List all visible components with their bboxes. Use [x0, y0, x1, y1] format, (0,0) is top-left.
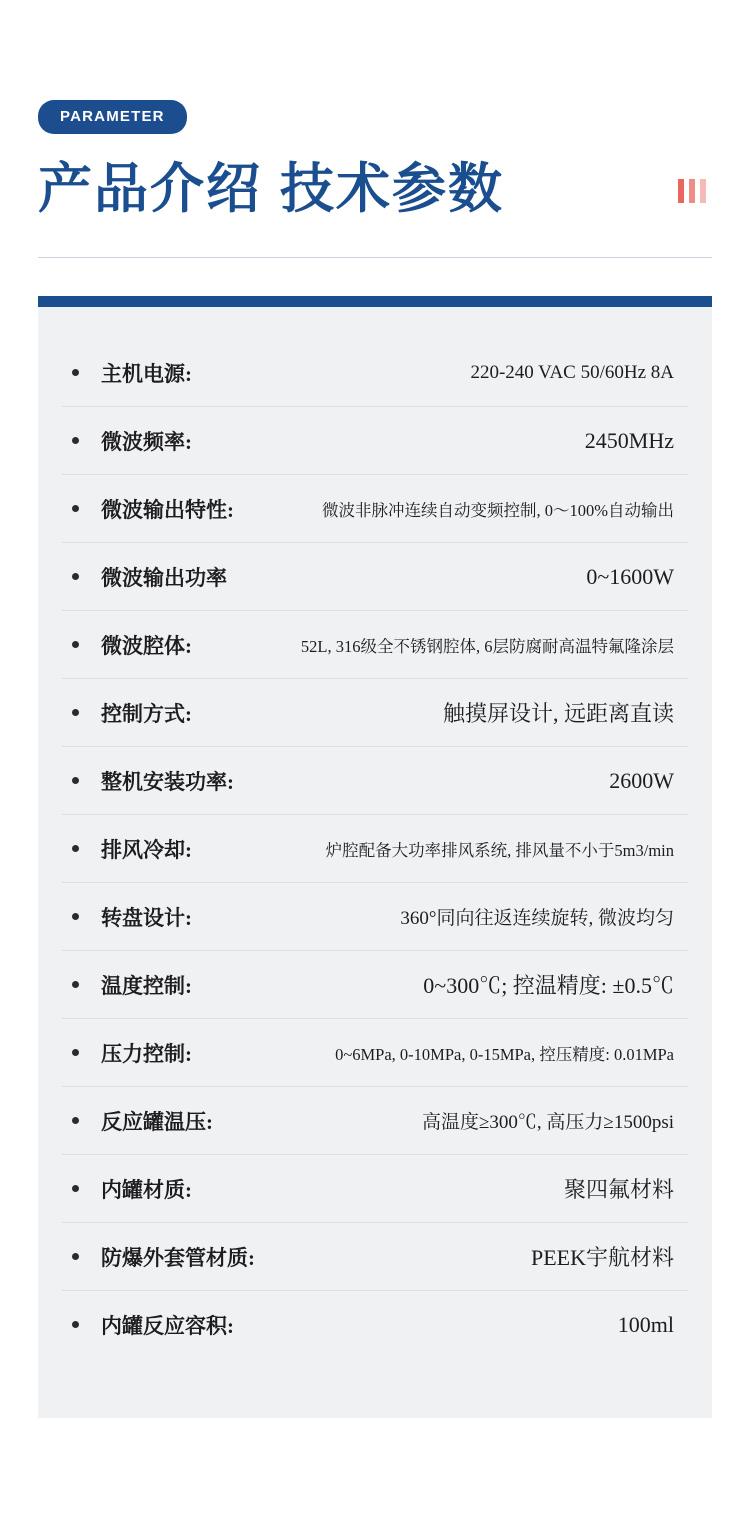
spec-value: 高温度≥300℃, 高压力≥1500psi: [421, 1112, 674, 1134]
bullet-icon: [72, 437, 79, 444]
spec-label: 微波输出特性:: [101, 497, 234, 522]
table-row: [62, 1019, 688, 1087]
bullet-icon: [72, 709, 79, 716]
spec-label: 微波腔体:: [101, 633, 192, 658]
bullet-icon: [72, 777, 79, 784]
bullet-icon: [72, 369, 79, 376]
bullet-icon: [72, 1049, 79, 1056]
table-row: [62, 339, 688, 407]
table-row: [62, 747, 688, 815]
spec-value: 220-240 VAC 50/60Hz 8A: [470, 361, 674, 383]
spec-value: 触摸屏设计, 远距离直读: [442, 701, 674, 727]
spec-value: 微波非脉冲连续自动变频控制, 0～100%自动输出: [322, 500, 674, 520]
spec-value: 炉腔配备大功率排风系统, 排风量不小于5m3/min: [325, 840, 674, 860]
bullet-icon: [72, 573, 79, 580]
spec-value: 聚四氟材料: [563, 1177, 674, 1203]
spec-label: 主机电源:: [101, 361, 192, 386]
table-row: [62, 815, 688, 883]
spec-label: 整机安装功率:: [101, 769, 234, 794]
bullet-icon: [72, 845, 79, 852]
badge-container: [38, 0, 712, 134]
spec-label: 排风冷却:: [101, 837, 192, 862]
table-row: [62, 1223, 688, 1291]
spec-value: 52L, 316级全不锈钢腔体, 6层防腐耐高温特氟隆涂层: [300, 636, 674, 656]
spec-label: 控制方式:: [101, 701, 192, 726]
page-title-right: 技术参数: [280, 159, 504, 219]
bullet-icon: [72, 1321, 79, 1328]
spec-value: 2600W: [609, 767, 674, 793]
table-row: [62, 1087, 688, 1155]
header-divider: [38, 257, 712, 258]
spec-label: 内罐材质:: [101, 1177, 192, 1202]
bullet-icon: [72, 981, 79, 988]
spec-value: 360°同向往返连续旋转, 微波均匀: [400, 908, 674, 930]
spec-label: 转盘设计:: [101, 905, 192, 930]
page-title-left: 产品介绍: [38, 159, 262, 219]
spec-label: 反应罐温压:: [101, 1109, 213, 1134]
title-row: [38, 160, 712, 219]
spec-value: PEEK宇航材料: [530, 1245, 674, 1271]
spec-value: 0~6MPa, 0-10MPa, 0-15MPa, 控压精度: 0.01MPa: [335, 1044, 674, 1064]
spec-label: 内罐反应容积:: [101, 1313, 234, 1338]
table-row: [62, 1155, 688, 1223]
spec-label: 防爆外套管材质:: [101, 1245, 255, 1270]
spec-value: 2450MHz: [584, 427, 674, 453]
panel-top-bar: [38, 296, 712, 307]
parameter-badge: PARAMETER: [38, 100, 187, 134]
table-row: [62, 407, 688, 475]
spec-label: 微波输出功率: [101, 565, 227, 590]
spec-value: 100ml: [617, 1311, 674, 1337]
table-row: [62, 951, 688, 1019]
table-row: [62, 611, 688, 679]
bullet-icon: [72, 641, 79, 648]
page-title: [38, 160, 504, 219]
table-row: [62, 543, 688, 611]
panel-body: [38, 307, 712, 1418]
table-row: [62, 1291, 688, 1358]
bullet-icon: [72, 1185, 79, 1192]
bullet-icon: [72, 505, 79, 512]
spec-label: 温度控制:: [101, 973, 192, 998]
bullet-icon: [72, 1117, 79, 1124]
spec-panel: [38, 296, 712, 1418]
bullet-icon: [72, 913, 79, 920]
decorative-bars-icon: [678, 179, 706, 203]
table-row: [62, 883, 688, 951]
table-row: [62, 475, 688, 543]
bullet-icon: [72, 1253, 79, 1260]
table-row: [62, 679, 688, 747]
spec-label: 微波频率:: [101, 429, 192, 454]
spec-label: 压力控制:: [101, 1041, 192, 1066]
spec-table: [62, 339, 688, 1358]
spec-value: 0~300℃; 控温精度: ±0.5℃: [423, 973, 674, 999]
spec-value: 0~1600W: [586, 563, 674, 589]
